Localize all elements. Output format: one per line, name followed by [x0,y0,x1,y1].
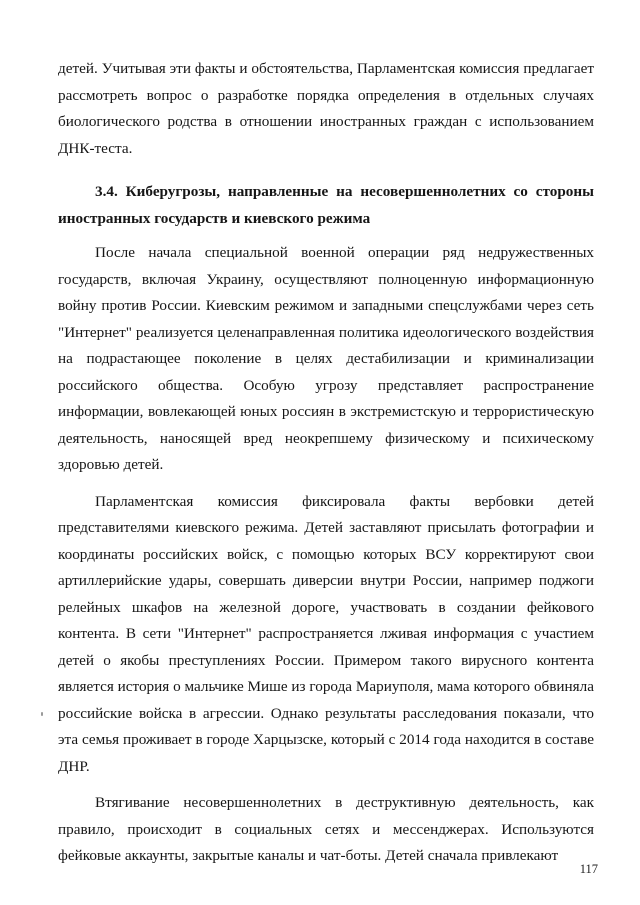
document-page [58,56,594,870]
paragraph-continuation: детей. Учитывая эти факты и обстоятельства, Парламентская комиссия предлагает рассмотреть вопрос о разработке порядка определения в отдельных случаях биологического родства в отношении иностранных граждан с использованием ДНК-теста. [58,60,594,157]
scan-mark [41,712,43,716]
page-number: 117 [579,862,598,876]
section-heading: 3.4. Киберугрозы, направленные на несовершеннолетних со стороны иностранных государств и киевского режима [58,183,594,227]
paragraph-recruitment: Парламентская комиссия фиксировала факты вербовки детей представителями киевского режима. Детей заставляют присылать фотографии и координаты российских войск, с помощью которых ВСУ корректируют свои артиллерийские удары, совершать диверсии внутри России, например поджоги релейных шкафов на железной дороге, участвовать в создании фейкового контента. В сети "Интернет" распространяется лживая информация с участием детей о якобы преступлениях России. Примером такого вирусного контента является история о мальчике Мише из города Мариуполя, мама которого обвиняла российские войска в агрессии. Однако результаты расследования показали, что эта семья проживает в городе Харцызске, который с 2014 года находится в составе ДНР. [58,492,594,775]
paragraph-social-networks: Втягивание несовершеннолетних в деструктивную деятельность, как правило, происходит в социальных сетях и мессенджерах. Используются фейковые аккаунты, закрытые каналы и чат-боты. Детей сначала привлекают [58,794,594,864]
paragraph-cyber-threats: После начала специальной военной операции ряд недружественных государств, включая Украину, осуществляют полноценную информационную войну против России. Киевским режимом и западными спецслужбами через сеть "Интернет" реализуется целенаправленная политика идеологического воздействия на подрастающее поколение в целях дестабилизации и криминализации российского общества. Особую угрозу представляет распространение информации, вовлекающей юных россиян в экстремистскую и террористическую деятельность, наносящей вред неокрепшему физическому и психическому здоровью детей. [58,244,594,473]
